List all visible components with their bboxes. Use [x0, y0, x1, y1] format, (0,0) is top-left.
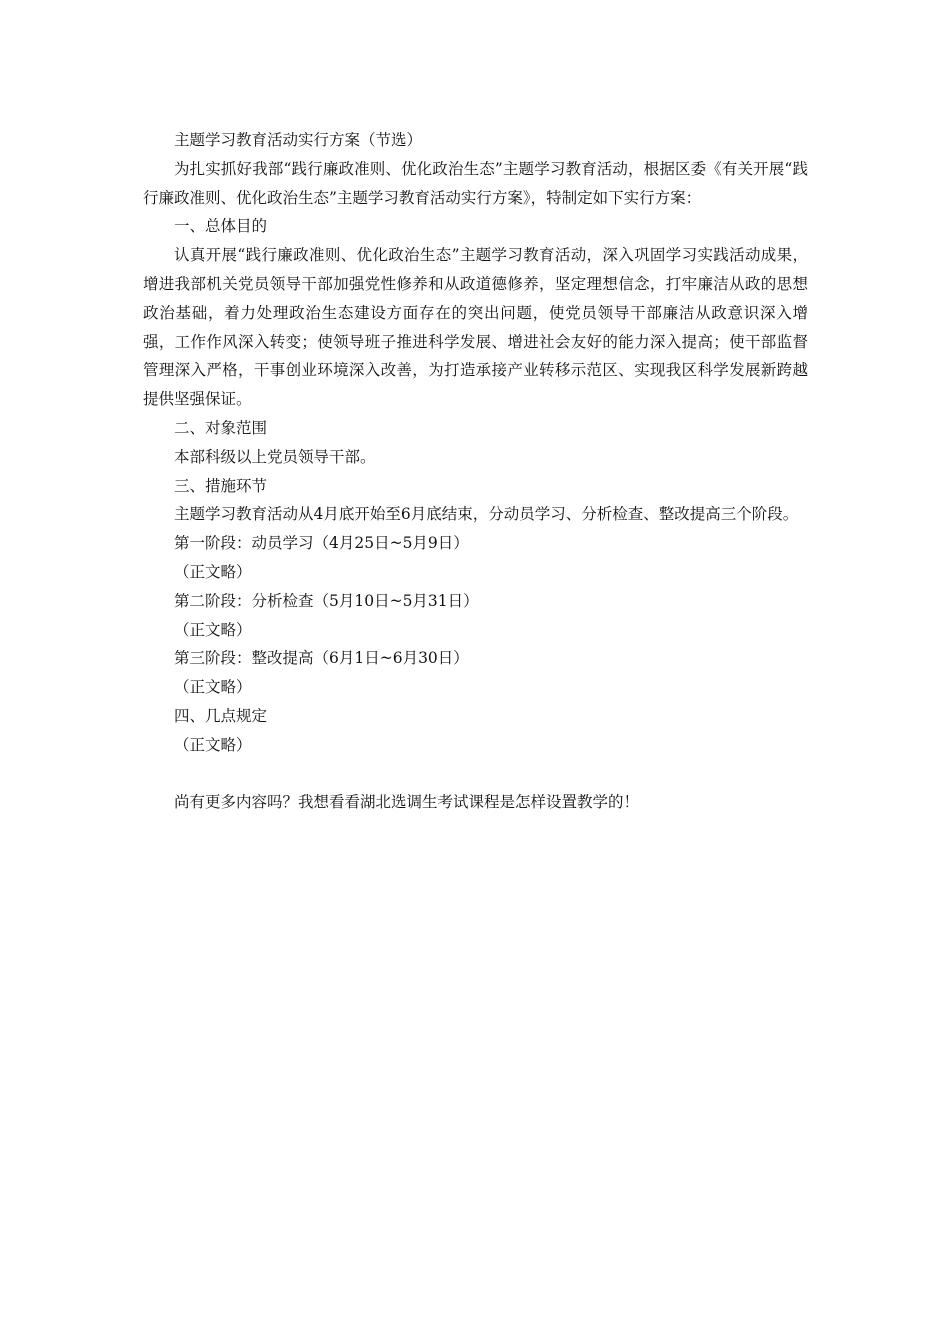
- stage-1-title: 第一阶段：动员学习（4月25日~5月9日）: [174, 534, 469, 553]
- section-2-heading: 二、对象范围: [174, 418, 268, 437]
- stage-2-title: 第二阶段：分析检查（5月10日~5月31日）: [174, 591, 479, 610]
- spacer: [143, 760, 808, 789]
- intro-paragraph: 为扎实抓好我部“践行廉政准则、优化政治生态”主题学习教育活动，根据区委《有关开展“践行廉政准则、优化政治生态”主题学习教育活动实行方案》，特制定如下实行方案：: [143, 159, 808, 207]
- document-body: [143, 126, 808, 817]
- section-1-heading: 一、总体目的: [174, 217, 268, 236]
- document-title: 主题学习教育活动实行方案（节选）: [174, 131, 423, 149]
- stage-1-note: （正文略）: [174, 562, 252, 581]
- stage-3-title: 第三阶段：整改提高（6月1日~6月30日）: [174, 649, 469, 668]
- section-4-heading: 四、几点规定: [174, 706, 268, 725]
- section-3-body: 主题学习教育活动从4月底开始至6月底结束，分动员学习、分析检查、整改提高三个阶段。: [174, 505, 799, 524]
- stage-3-note: （正文略）: [174, 678, 252, 697]
- footer-question: 尚有更多内容吗？我想看看湖北选调生考试课程是怎样设置教学的！: [174, 793, 640, 812]
- section-4-note: （正文略）: [174, 735, 252, 754]
- section-2-body: 本部科级以上党员领导干部。: [174, 447, 376, 466]
- section-1-body: 认真开展“践行廉政准则、优化政治生态”主题学习教育活动，深入巩固学习实践活动成果，增进我部机关党员领导干部加强党性修养和从政道德修养，坚定理想信念，打牢廉洁从政的思想政治基础，着力处理政治生态建设方面存在的突出问题，使党员领导干部廉洁从政意识深入增强，工作作风深入转变；使领导班子推进科学发展、增进社会友好的能力深入提高；使干部监督管理深入严格，干事创业环境深入改善，为打造承接产业转移示范区、实现我区科学发展新跨越提供坚强保证。: [143, 246, 808, 409]
- stage-2-note: （正文略）: [174, 620, 252, 639]
- section-3-heading: 三、措施环节: [174, 476, 268, 495]
